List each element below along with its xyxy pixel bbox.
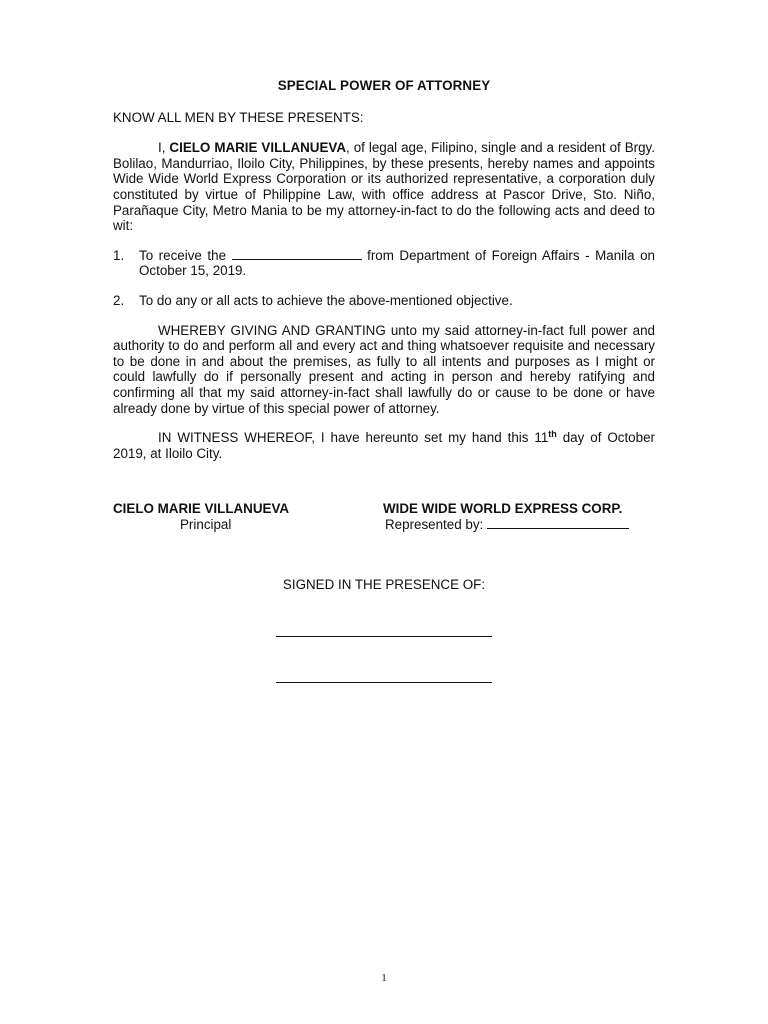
intro-body: , of legal age, Filipino, single and a resident of Brgy. Bolilao, Mandurriao, Iloilo City, Philippines, by these presents, hereby names and appoints Wide Wide World Express Corporation or its authorized representative, a corporation duly constituted by virtue of Philippine Law, with office address at Pascor Drive, Sto. Niño, Parañaque City, Metro Mania to be my attorney-in-fact to do the following acts and deed to wit: [113,140,655,234]
opening-line: KNOW ALL MEN BY THESE PRESENTS: [113,109,364,125]
list-number: 1. [113,247,125,263]
representative-line [383,517,673,533]
list-text: To do any or all acts to achieve the above-mentioned objective. [139,292,513,308]
blank-line [232,248,362,260]
list-item-1 [113,248,655,279]
intro-paragraph [113,140,655,234]
page-number: 1 [381,972,387,984]
list-number: 2. [113,292,125,308]
witness-signature-line-2 [276,682,492,683]
document-body [113,78,655,461]
witness-signature-line-1 [276,636,492,637]
corporation-signature-name: WIDE WIDE WORLD EXPRESS CORP. [383,501,623,516]
witness-after-day: day of October 2019, at Iloilo City. [113,430,655,461]
witness-paragraph [113,430,655,461]
represented-by-label: Represented by: [385,517,487,532]
signed-in-presence-label: SIGNED IN THE PRESENCE OF: [282,577,486,592]
corporation-signature [383,501,673,533]
list-item-2 [113,293,655,309]
blank-line [487,517,629,529]
intro-prefix: I, [158,140,170,156]
witness-before-day: IN WITNESS WHEREOF, I have hereunto set my hand this 11 [158,430,549,446]
principal-signature [113,501,343,533]
principal-signature-name: CIELO MARIE VILLANUEVA [113,501,290,516]
day-suffix: th [548,429,557,440]
principal-signature-role: Principal [180,517,232,532]
list-text-after-blank: from Department of Foreign Affairs - Manila on October 15, 2019. [139,247,655,279]
whereby-paragraph: WHEREBY GIVING AND GRANTING unto my said attorney-in-fact full power and authority to do and perform all and every act and thing whatsoever requisite and necessary to be done in and about the premises, as fully to all intents and purposes as I might or could lawfully do if personally present and acting in person and hereby ratifying and confirming all that my said attorney-in-fact shall lawfully do or cause to be done or have already done by virtue of this special power of attorney. [113,322,655,416]
principal-name: CIELO MARIE VILLANUEVA [169,140,346,156]
document-title: SPECIAL POWER OF ATTORNEY [277,78,491,93]
list-text-before-blank: To receive the [139,247,232,263]
